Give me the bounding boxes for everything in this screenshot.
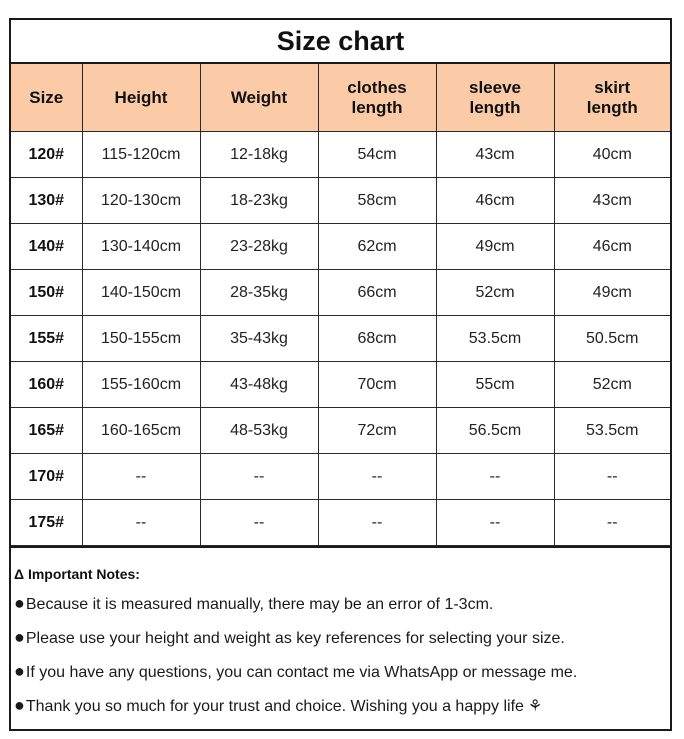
bullet-icon: ● [14, 627, 25, 647]
height-cell: 155-160cm [82, 362, 200, 408]
clothes-length-cell: 66cm [318, 270, 436, 316]
skirt-length-cell: 52cm [554, 362, 670, 408]
clothes-length-cell: 58cm [318, 178, 436, 224]
sleeve-length-cell: 52cm [436, 270, 554, 316]
weight-cell: 48-53kg [200, 408, 318, 454]
clothes-length-cell: -- [318, 500, 436, 546]
note-item [14, 586, 670, 620]
sleeve-length-cell: -- [436, 500, 554, 546]
size-cell: 155# [11, 316, 82, 362]
size-cell: 160# [11, 362, 82, 408]
clothes-length-cell: -- [318, 454, 436, 500]
header-skirt-length: skirt length [554, 64, 670, 132]
note-text: Thank you so much for your trust and choice. Wishing you a happy life [25, 698, 524, 715]
note-item [14, 688, 670, 722]
skirt-length-cell: 50.5cm [554, 316, 670, 362]
table-body [11, 132, 670, 546]
sleeve-length-cell: 53.5cm [436, 316, 554, 362]
clothes-length-cell: 70cm [318, 362, 436, 408]
clothes-length-cell: 62cm [318, 224, 436, 270]
weight-cell: 35-43kg [200, 316, 318, 362]
sleeve-length-cell: 55cm [436, 362, 554, 408]
sleeve-length-cell: -- [436, 454, 554, 500]
weight-cell: -- [200, 500, 318, 546]
height-cell: 140-150cm [82, 270, 200, 316]
size-cell: 175# [11, 500, 82, 546]
height-cell: -- [82, 500, 200, 546]
size-cell: 130# [11, 178, 82, 224]
weight-cell: 28-35kg [200, 270, 318, 316]
clothes-length-cell: 68cm [318, 316, 436, 362]
bullet-icon: ● [14, 695, 25, 715]
height-cell: 120-130cm [82, 178, 200, 224]
header-sleeve-length: sleeve length [436, 64, 554, 132]
skirt-length-cell: 53.5cm [554, 408, 670, 454]
bullet-icon: ● [14, 661, 25, 681]
note-text: If you have any questions, you can contact me via WhatsApp or message me. [25, 664, 578, 681]
bullet-icon: ● [14, 593, 25, 613]
skirt-length-cell: 46cm [554, 224, 670, 270]
size-cell: 120# [11, 132, 82, 178]
skirt-length-cell: 43cm [554, 178, 670, 224]
table-row [11, 362, 670, 408]
sleeve-length-cell: 46cm [436, 178, 554, 224]
skirt-length-cell: 40cm [554, 132, 670, 178]
notes-title: Δ Important Notes: [14, 566, 140, 582]
flower-icon: ⚘ [527, 698, 543, 715]
note-text: Because it is measured manually, there may be an error of 1-3cm. [25, 596, 494, 613]
size-table [11, 64, 670, 546]
table-row [11, 316, 670, 362]
weight-cell: -- [200, 454, 318, 500]
chart-title: Size chart [11, 20, 670, 64]
size-cell: 150# [11, 270, 82, 316]
sleeve-length-cell: 56.5cm [436, 408, 554, 454]
size-cell: 165# [11, 408, 82, 454]
height-cell: -- [82, 454, 200, 500]
skirt-length-cell: -- [554, 500, 670, 546]
header-weight: Weight [200, 64, 318, 132]
table-row [11, 408, 670, 454]
weight-cell: 43-48kg [200, 362, 318, 408]
clothes-length-cell: 72cm [318, 408, 436, 454]
table-row [11, 178, 670, 224]
sleeve-length-cell: 49cm [436, 224, 554, 270]
header-height: Height [82, 64, 200, 132]
sleeve-length-cell: 43cm [436, 132, 554, 178]
weight-cell: 12-18kg [200, 132, 318, 178]
table-row [11, 270, 670, 316]
weight-cell: 23-28kg [200, 224, 318, 270]
size-cell: 140# [11, 224, 82, 270]
clothes-length-cell: 54cm [318, 132, 436, 178]
size-cell: 170# [11, 454, 82, 500]
skirt-length-cell: -- [554, 454, 670, 500]
table-row [11, 224, 670, 270]
note-item [14, 620, 670, 654]
table-row [11, 500, 670, 546]
note-text: Please use your height and weight as key references for selecting your size. [25, 630, 565, 647]
skirt-length-cell: 49cm [554, 270, 670, 316]
height-cell: 160-165cm [82, 408, 200, 454]
weight-cell: 18-23kg [200, 178, 318, 224]
table-row [11, 132, 670, 178]
size-chart-card [9, 18, 672, 731]
header-clothes-length: clothes length [318, 64, 436, 132]
height-cell: 150-155cm [82, 316, 200, 362]
header-size: Size [11, 64, 82, 132]
height-cell: 130-140cm [82, 224, 200, 270]
table-row [11, 454, 670, 500]
header-row [11, 64, 670, 132]
height-cell: 115-120cm [82, 132, 200, 178]
note-item [14, 654, 670, 688]
important-notes [11, 546, 670, 722]
